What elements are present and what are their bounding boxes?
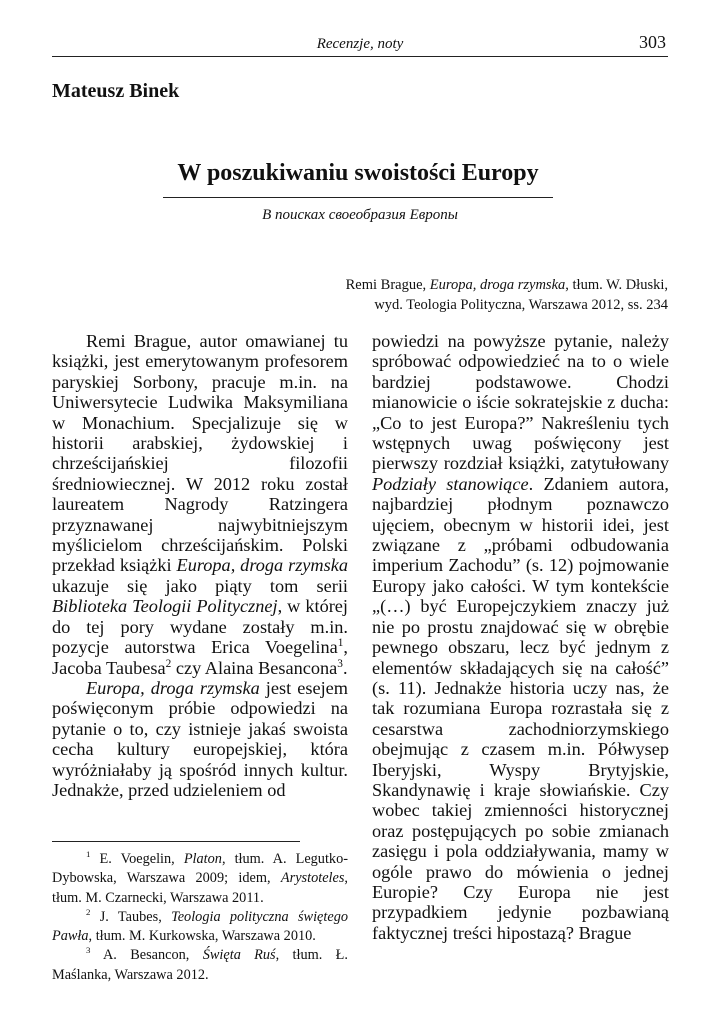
italic-text: Europa, droga rzymska: [86, 677, 260, 698]
footnote-separator: [52, 841, 300, 842]
italic-text: Platon: [183, 851, 222, 867]
footnote-number: 2: [86, 907, 91, 918]
footnote-ref-2[interactable]: 2: [165, 657, 172, 670]
text-run: , Jacoba Taubesa: [52, 637, 348, 678]
section-title: Recenzje, noty: [316, 36, 404, 52]
article-author: Mateusz Binek: [52, 80, 180, 102]
book-translator: , tłum. W. Dłuski,: [565, 277, 668, 293]
text-run: , w której do tej pory wydane zostały m.in. pozycje autorstwa Erica Voegelina: [52, 596, 348, 658]
italic-text: Biblioteka Teologii Politycznej: [52, 596, 278, 617]
footnote-ref-3[interactable]: 3: [337, 657, 343, 670]
book-title: Europa, droga rzymska: [429, 277, 566, 293]
footnote-2: [52, 908, 348, 947]
text-run: powiedzi na powyższe pytanie, należy spróbować odpowiedzieć na to o wiele bardziej podstawowe. Chodzi mianowicie o iście sokratejskie z ducha: „Co to jest Europa?” Nakreśleniu tych wstępnych uwag poświęcony jest pierwszy rozdział książki, zatytułowany: [372, 331, 669, 474]
text-run: , tłum. M. Czarnecki, Warszawa 2011.: [52, 870, 348, 906]
book-author: Remi Brague,: [345, 277, 430, 293]
page-number: 303: [639, 32, 666, 52]
footnote-number: 1: [86, 849, 91, 860]
footnote-number: 3: [86, 945, 91, 956]
text-run: jest esejem poświęconym próbie odpowiedzi na pytanie o to, czy istnieje jakaś swoista cecha kultury europejskiej, która wyróżniałaby ją spośród innych kultur. Jednakże, przed udzieleniem od: [52, 677, 348, 800]
text-run: J. Taubes,: [90, 908, 172, 925]
reviewed-book-citation: [248, 275, 668, 315]
text-run: E. Voegelin,: [90, 851, 184, 867]
text-run: ukazuje się jako piąty tom serii: [52, 575, 348, 596]
italic-text: Arystoteles: [280, 870, 345, 887]
left-column: [52, 331, 348, 800]
title-underline: [163, 197, 553, 198]
footnotes: [52, 850, 348, 985]
text-run: .: [342, 657, 348, 678]
footnote-1: [52, 850, 348, 908]
body-paragraph-1: [52, 331, 348, 678]
running-header: [52, 34, 668, 57]
text-run: , tłum. A. Legutko-Dybowska, Warszawa 2009; idem,: [52, 851, 348, 887]
text-run: , tłum. M. Kurkowska, Warszawa 2010.: [88, 928, 316, 945]
text-run: . Zdaniem autora, najbardziej płodnym poznawczo ujęciem, obecnym w historii idei, jest związane z „próbami odbudowania imperium Zachodu” (s. 12) pojmowanie Europy jako całości. W tym kontekście „(…) być Europejczykiem znaczy już nie po prostu znajdować się w obrębie pewnego obszaru, lecz być jednym z elementów składających się na całość” (s. 11). Jednakże historia uczy nas, że tak rozumiana Europa rozrastała się z cesarstwa zachodniorzymskiego obejmując z czasem m.in. Półwysep Iberyjski, Wyspy Brytyjskie, Skandynawię i kraje słowiańskie. Czy wobec takiej zmienności historycznej oraz postępujących po sobie zmianach zasięgu i pola oddziaływania, mamy w ogóle prawo do mówienia o jednej Europie? Czy Europa nie jest przypadkiem jedynie pozbawianą faktycznej treści hipostazą? Brague: [372, 473, 669, 943]
footnote-ref-1[interactable]: 1: [337, 637, 344, 649]
body-paragraph-3: [372, 331, 669, 943]
italic-text: Europa, droga rzymska: [176, 555, 348, 576]
footnote-3: [52, 946, 348, 985]
italic-text: Teologia polityczna świętego Pawła: [52, 908, 348, 945]
text-run: , tłum. Ł. Maślanka, Warszawa 2012.: [52, 947, 348, 983]
italic-text: Podziały stanowiące: [372, 473, 529, 494]
book-publisher: wyd. Teologia Polityczna, Warszawa 2012, ss. 234: [374, 297, 668, 313]
right-column: [372, 331, 669, 943]
article-subtitle: В поисках своеобразия Европы: [262, 207, 458, 223]
text-run: czy Alaina Besancona: [171, 657, 338, 678]
italic-text: Święta Ruś: [202, 947, 276, 964]
text-run: Remi Brague, autor omawianej tu książki, jest emerytowanym profesorem paryskiej Sorbony, pracuje m.in. na Uniwersytecie Ludwika Maksymiliana w Monachium. Specjalizuje się w historii arabskiej, żydowskiej i chrześcijańskiej filozofii średniowiecznej. W 2012 roku został laureatem Nagrody Ratzingera przyznawanej najwybitniejszym myślicielom chrześcijańskim. Polski przekład książki: [52, 331, 348, 576]
body-paragraph-2: [52, 678, 348, 800]
article-title: W poszukiwaniu swoistości Europy: [177, 160, 539, 186]
text-run: A. Besancon,: [90, 947, 203, 964]
